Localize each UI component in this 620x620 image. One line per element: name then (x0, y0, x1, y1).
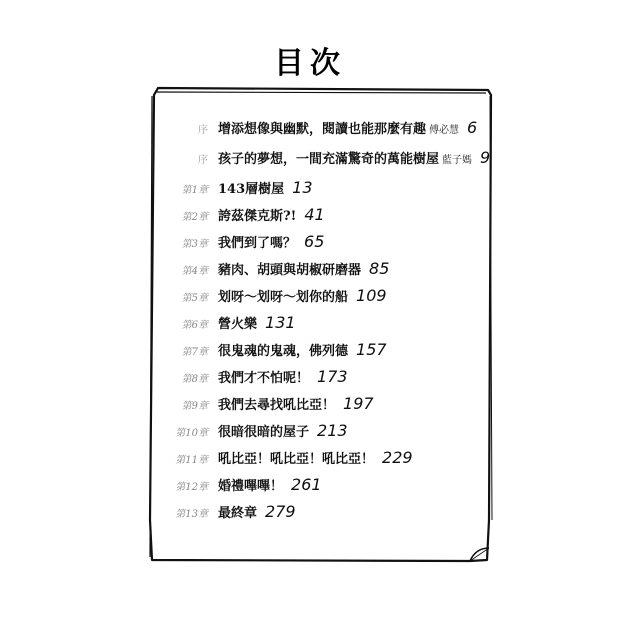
toc-entry[interactable] (168, 421, 348, 441)
entry-label: 第6章 (181, 320, 208, 331)
entry-author: 藍子媽 (442, 155, 473, 166)
entry-page: 261 (291, 475, 322, 494)
entry-label: 第13章 (175, 509, 208, 520)
toc-entry[interactable] (168, 148, 490, 168)
entry-label: 第1章 (181, 185, 208, 196)
entry-page: 279 (265, 502, 296, 521)
toc-entry[interactable] (168, 286, 387, 306)
entry-page: 6 (467, 118, 478, 137)
entry-title: 吼比亞！吼比亞！吼比亞！ (218, 452, 375, 467)
entry-label: 序 (198, 155, 208, 166)
page-title: 目次 (274, 46, 346, 81)
entry-title: 婚禮嗶嗶！ (218, 479, 284, 494)
entry-title: 很暗很暗的屋子 (218, 425, 310, 440)
entry-label: 第5章 (181, 293, 208, 304)
entry-title: 孩子的夢想，一間充滿驚奇的萬能樹屋 (218, 152, 440, 167)
entry-title: 誇茲傑克斯?! (218, 209, 297, 224)
toc-entry[interactable] (168, 475, 322, 495)
toc-entry[interactable] (168, 205, 325, 225)
entry-title: 最終章 (218, 506, 258, 521)
toc-entry[interactable] (168, 178, 313, 198)
entry-title: 划呀～划呀～划你的船 (218, 290, 349, 305)
entry-label: 第11章 (175, 455, 208, 466)
entry-label: 第2章 (181, 212, 208, 223)
entry-page: 173 (317, 367, 348, 386)
entry-label: 第7章 (181, 347, 208, 358)
entry-page: 9 (480, 148, 491, 167)
toc-entry[interactable] (168, 232, 324, 252)
entry-title: 我們去尋找吼比亞！ (218, 398, 336, 413)
toc-entry[interactable] (168, 340, 387, 360)
entry-page: 213 (317, 421, 348, 440)
toc-entry[interactable] (168, 502, 296, 522)
entry-title: 增添想像與幽默，閱讀也能那麼有趣 (218, 122, 427, 137)
entry-title: 我們到了嗎？ (218, 236, 297, 251)
entry-title: 我們才不怕呢！ (218, 371, 310, 386)
toc-entry[interactable] (168, 259, 389, 279)
entry-page: 109 (356, 286, 387, 305)
toc-entry[interactable] (168, 313, 296, 333)
entry-page: 229 (382, 448, 413, 467)
entry-author: 傅必慧 (429, 125, 460, 136)
entry-label: 第4章 (181, 266, 208, 277)
entry-title: 豬肉、胡頭與胡椒研磨器 (218, 263, 362, 278)
toc-entry[interactable] (168, 448, 413, 468)
toc-entry[interactable] (168, 118, 477, 138)
toc-entry[interactable] (168, 394, 374, 414)
entry-label: 第10章 (175, 428, 208, 439)
toc-entry[interactable] (168, 367, 348, 387)
entry-label: 第8章 (181, 374, 208, 385)
entry-page: 131 (265, 313, 296, 332)
entry-title: 143層樹屋 (218, 182, 285, 197)
entry-label: 第9章 (181, 401, 208, 412)
entry-title: 營火樂 (218, 317, 258, 332)
entry-title: 很鬼魂的鬼魂，佛列德 (218, 344, 349, 359)
entry-page: 85 (369, 259, 390, 278)
entry-page: 65 (304, 232, 325, 251)
entry-page: 41 (304, 205, 325, 224)
entry-label: 序 (198, 125, 208, 136)
entry-page: 157 (356, 340, 387, 359)
entry-page: 13 (292, 178, 313, 197)
entry-page: 197 (343, 394, 374, 413)
entry-label: 第12章 (175, 482, 208, 493)
entry-label: 第3章 (181, 239, 208, 250)
